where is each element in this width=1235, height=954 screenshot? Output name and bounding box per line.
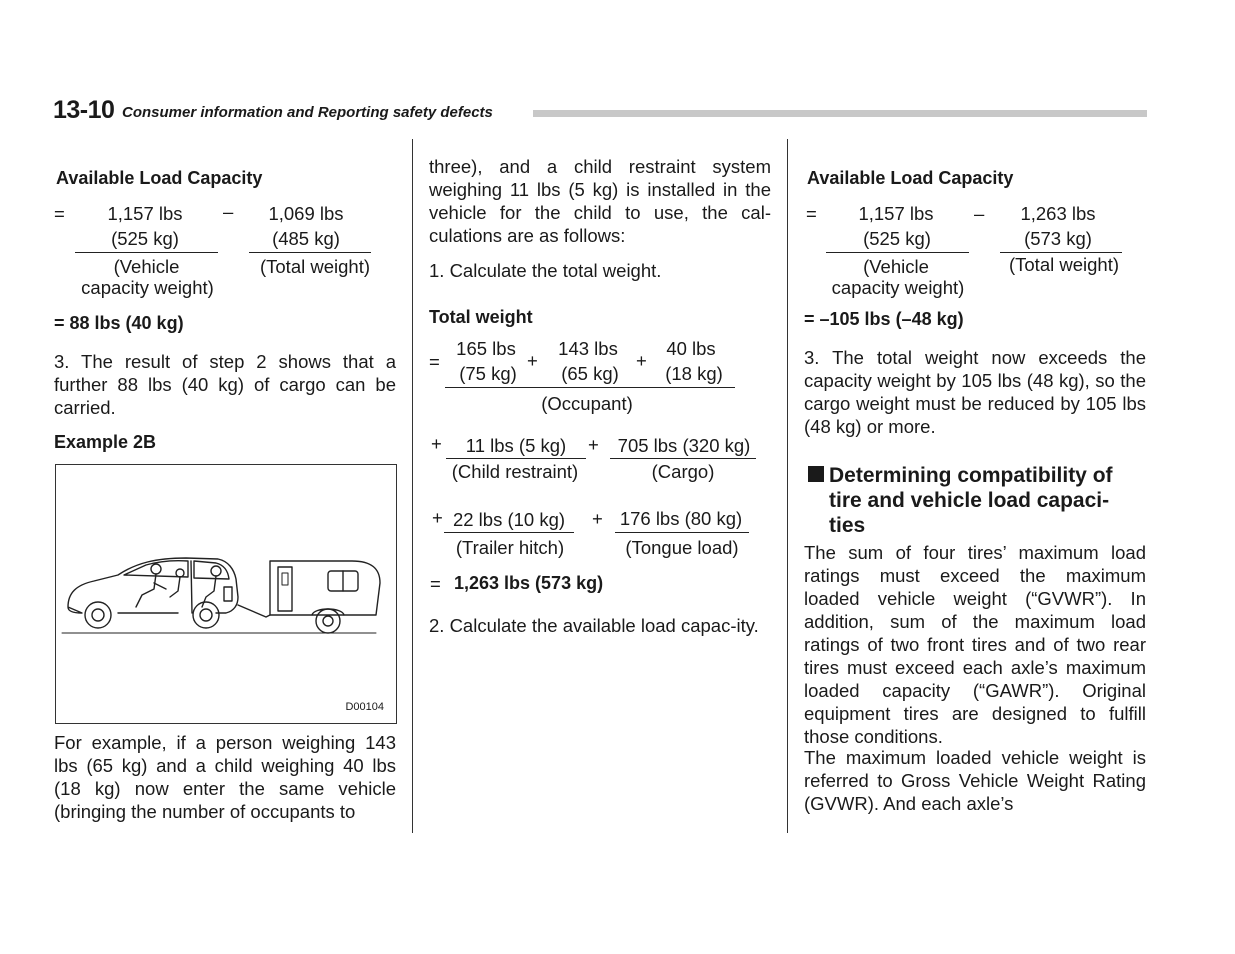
col1-para2: For example, if a person weighing 143 lbs (65 kg) and a child weighing 40 lbs (18 kg) now enter the same vehicle (bringing the number of occupants to: [54, 732, 396, 822]
plus: +: [527, 350, 538, 371]
col3-label1a: (Vehicle: [863, 256, 929, 277]
cargo-label: (Cargo): [651, 461, 715, 482]
col1-val1: 1,157 lbs: [107, 203, 183, 224]
col1-label2: (Total weight): [259, 256, 370, 277]
col3-val2: 1,263 lbs: [1020, 203, 1096, 224]
figure-example-2b: [55, 464, 397, 724]
col2-eq: =: [429, 351, 440, 372]
fraction-rule: [615, 532, 749, 533]
col1-label1b: capacity weight): [81, 277, 214, 298]
occ3-kg: (18 kg): [665, 363, 723, 384]
section-title: Consumer information and Reporting safety defects: [122, 104, 493, 121]
plus: +: [636, 350, 647, 371]
col1-val2: 1,069 lbs: [268, 203, 344, 224]
col3-val1-kg: (525 kg): [863, 228, 931, 249]
occ3: 40 lbs: [666, 338, 716, 359]
fraction-rule: [826, 252, 969, 253]
col3-label1b: capacity weight): [831, 277, 965, 298]
fraction-rule: [610, 458, 756, 459]
occ1: 165 lbs: [456, 338, 516, 359]
car-trailer-illustration: [56, 465, 396, 723]
child-label: (Child restraint): [451, 461, 579, 482]
hitch-label: (Trailer hitch): [455, 537, 565, 558]
plus: +: [588, 434, 599, 455]
plus: +: [431, 433, 442, 454]
figure-code: D00104: [345, 701, 384, 713]
occ1-kg: (75 kg): [459, 363, 517, 384]
col3-para2: The sum of four tires’ maximum load ratings must exceed the maximum loaded vehicle weight (“GVWR”). In addition, sum of the maximum load ratings of two front tires and of two rear tires must exceed each axle’s maximum loaded capacity (“GAWR”). Original equipment tires are designed to fulfill those conditions.: [804, 542, 1146, 747]
occ2: 143 lbs: [558, 338, 618, 359]
header-rule: [533, 110, 1147, 117]
total-weight: 1,263 lbs (573 kg): [454, 573, 604, 593]
col3-label2: (Total weight): [1008, 254, 1119, 275]
col1-minus: –: [223, 201, 234, 222]
col3-heading: Available Load Capacity: [807, 168, 1014, 188]
plus: +: [592, 508, 603, 529]
col3-minus: –: [974, 203, 985, 224]
col2-eq: =: [430, 573, 441, 594]
column-divider: [787, 139, 788, 833]
col2-para1: three), and a child restraint system weighing 11 lbs (5 kg) is installed in the vehicle for the child to use, the cal-culations are as follows:: [429, 156, 771, 246]
col3-eq: =: [806, 203, 817, 224]
fraction-rule: [446, 458, 586, 459]
tongue-label: (Tongue load): [625, 537, 739, 558]
occupant-label: (Occupant): [541, 393, 633, 414]
example-heading: Example 2B: [54, 432, 157, 452]
fraction-rule: [75, 252, 218, 253]
col1-eq: =: [54, 203, 65, 224]
hitch-weight: 22 lbs (10 kg): [452, 509, 566, 530]
col1-result: = 88 lbs (40 kg): [54, 313, 184, 333]
col1-val2-kg: (485 kg): [272, 228, 340, 249]
col3-para1: 3. The total weight now exceeds the capacity weight by 105 lbs (48 kg), so the cargo weight must be reduced by 105 lbs (48 kg) or more.: [804, 347, 1146, 437]
col1-val1-kg: (525 kg): [111, 228, 179, 249]
col3-para3: The maximum loaded vehicle weight is referred to Gross Vehicle Weight Rating (GVWR). And each axle’s: [804, 747, 1146, 814]
plus: +: [432, 507, 443, 528]
section-bullet-icon: [808, 466, 824, 486]
child-weight: 11 lbs (5 kg): [465, 435, 567, 456]
cargo-weight: 705 lbs (320 kg): [617, 435, 751, 456]
col3-val1: 1,157 lbs: [858, 203, 934, 224]
col3-val2-kg: (573 kg): [1024, 228, 1092, 249]
col1-label1a: (Vehicle: [113, 256, 180, 277]
page-number: 13-10: [53, 96, 115, 124]
tongue-weight: 176 lbs (80 kg): [619, 508, 743, 529]
occ2-kg: (65 kg): [561, 363, 619, 384]
col3-result: = –105 lbs (–48 kg): [804, 309, 964, 329]
section-heading: Determining compatibility of tire and vehicle load capaci-ties: [829, 464, 1113, 537]
fraction-rule: [444, 532, 574, 533]
col1-para1: 3. The result of step 2 shows that a further 88 lbs (40 kg) of cargo can be carried.: [54, 351, 396, 418]
col2-step2: 2. Calculate the available load capac-ity.: [429, 615, 759, 636]
column-divider: [412, 139, 413, 833]
col1-heading: Available Load Capacity: [56, 168, 263, 188]
fraction-rule: [249, 252, 371, 253]
fraction-rule: [445, 387, 735, 388]
col2-heading: Total weight: [429, 307, 533, 327]
col2-step1: 1. Calculate the total weight.: [429, 260, 662, 281]
